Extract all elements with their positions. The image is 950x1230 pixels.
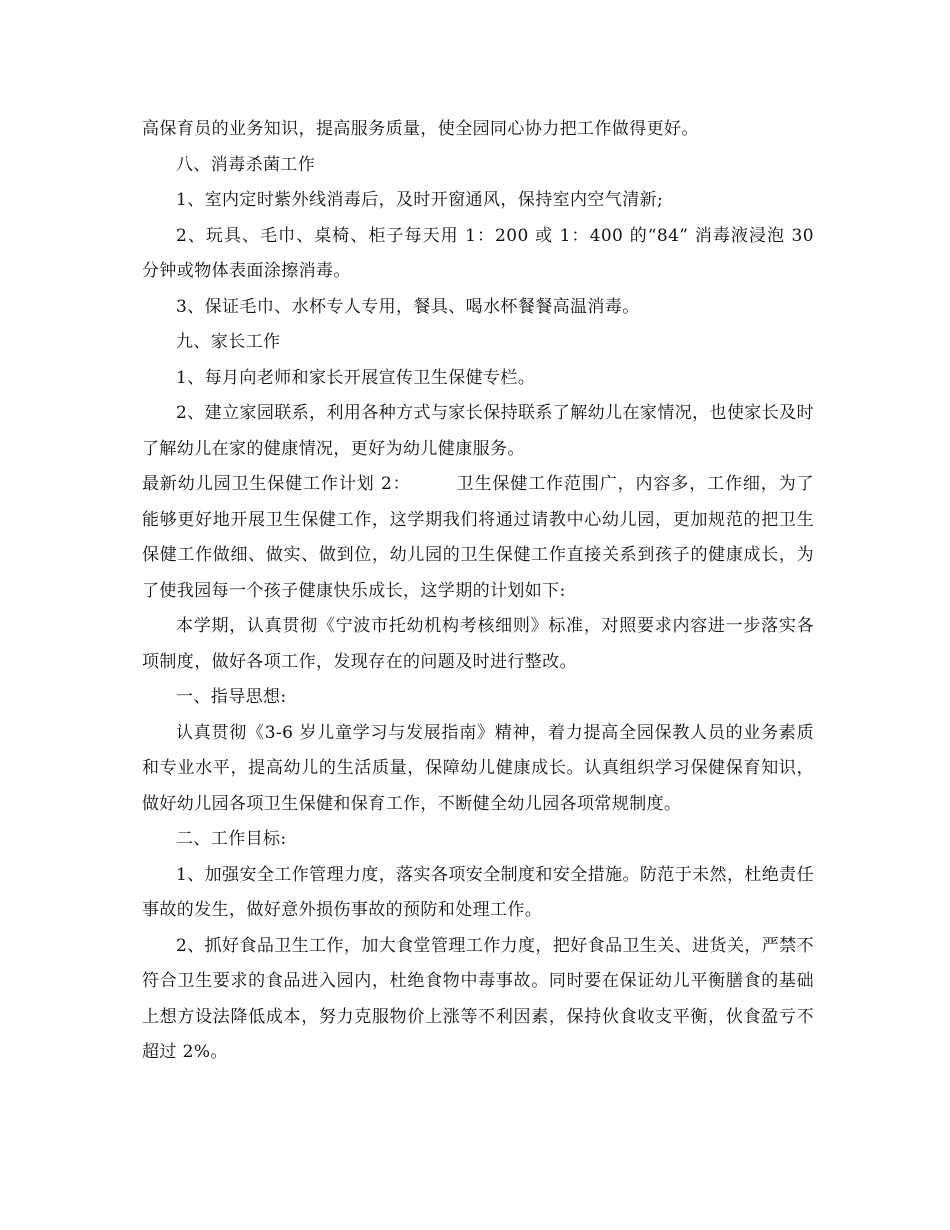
section-heading-disinfection: 八、消毒杀菌工作	[176, 154, 316, 175]
list-item: 3、保证毛巾、水杯专人专用，餐具、喝水杯餐餐高温消毒。	[176, 296, 640, 317]
list-item: 2、抓好食品卫生工作，加大食堂管理工作力度，把好食品卫生关、进货关，严禁不符合卫生要求的食品进入园内，杜绝食物中毒事故。同时要在保证幼儿平衡膳食的基础上想方设法降低成本，努力克服物价上涨等不利因素，保持伙食收支平衡，伙食盈亏不超过 2%。	[142, 935, 814, 1062]
paragraph: 本学期，认真贯彻《宁波市托幼机构考核细则》标准，对照要求内容进一步落实各项制度，做好各项工作，发现存在的问题及时进行整改。	[142, 616, 814, 672]
plan-intro-paragraph	[142, 467, 814, 609]
list-item: 1、每月向老师和家长开展宣传卫生保健专栏。	[176, 367, 536, 388]
plan-title-label: 最新幼儿园卫生保健工作计划 2：	[142, 474, 411, 494]
paragraph: 认真贯彻《3-6 岁儿童学习与发展指南》精神，着力提高全园保教人员的业务素质和专业水平，提高幼儿的生活质量，保障幼儿健康成长。认真组织学习保健保育知识，做好幼儿园各项卫生保健和保育工作，不断健全幼儿园各项常规制度。	[142, 722, 814, 814]
plan-intro-text: 卫生保健工作范围广，内容多，工作细，为了能够更好地开展卫生保健工作，这学期我们将通过请教中心幼儿园，更加规范的把卫生保健工作做细、做实、做到位，幼儿园的卫生保健工作直接关系到孩子的健康成长，为了使我园每一个孩子健康快乐成长，这学期的计划如下:	[142, 474, 814, 601]
list-item: 2、玩具、毛巾、桌椅、柜子每天用 1：200 或 1：400 的“84” 消毒液浸泡 30 分钟或物体表面涂擦消毒。	[142, 225, 814, 281]
paragraph-continuation: 高保育员的业务知识，提高服务质量，使全园同心协力把工作做得更好。	[142, 119, 699, 139]
list-item: 1、室内定时紫外线消毒后，及时开窗通风，保持室内空气清新;	[176, 190, 664, 210]
section-heading-work-goals: 二、工作目标:	[176, 829, 287, 849]
list-item: 2、建立家园联系，利用各种方式与家长保持联系了解幼儿在家情况，也使家长及时了解幼儿在家的健康情况，更好为幼儿健康服务。	[142, 403, 814, 459]
section-heading-guiding-ideology: 一、指导思想:	[176, 687, 287, 707]
document-body	[142, 112, 814, 1071]
section-heading-parent-work: 九、家长工作	[176, 332, 281, 352]
list-item: 1、加强安全工作管理力度，落实各项安全制度和安全措施。防范于未然，杜绝责任事故的发生，做好意外损伤事故的预防和处理工作。	[142, 864, 814, 920]
